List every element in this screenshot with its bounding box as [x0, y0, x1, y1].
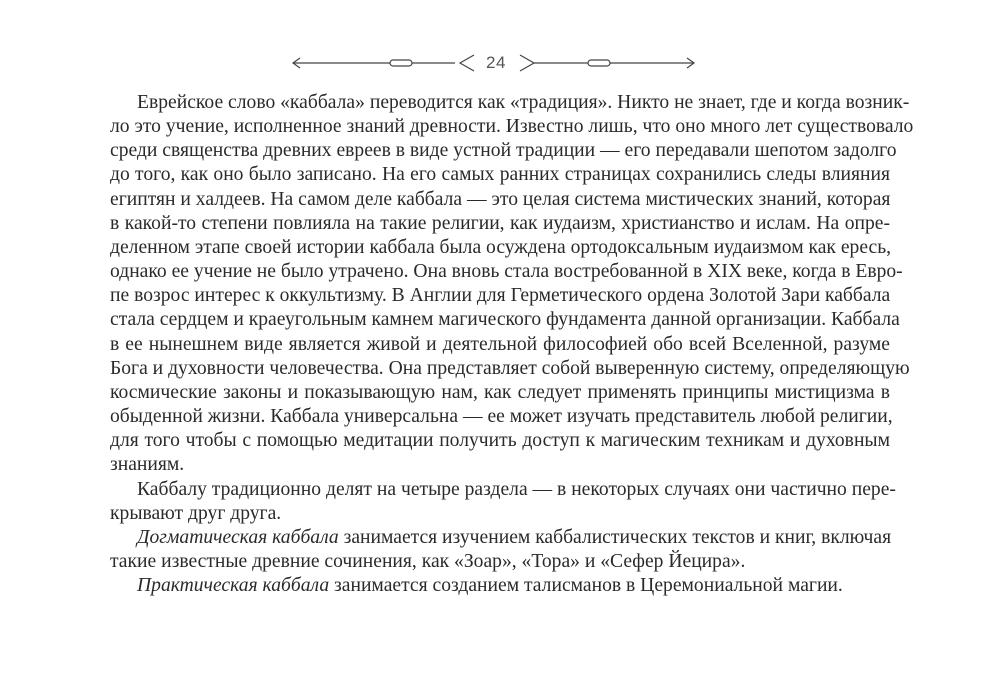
text-line: Еврейское слово «каббала» переводится как «традиция». Никто не знает, где и когда возник-	[137, 92, 910, 113]
text-line: для того чтобы с помощью медитации получить доступ к магическим техникам и духовным	[110, 430, 890, 452]
body-text	[110, 91, 914, 598]
text-line	[110, 574, 890, 598]
italic-term: Догматическая каббала	[137, 526, 339, 548]
text-line: обыденной жизни. Каббала универсальна — ее может изучать представитель любой религии,	[110, 406, 893, 428]
text-line: деленном этапе своей истории каббала была осуждена ортодоксальным иудаизмом как ересь,	[110, 236, 892, 258]
text-line: такие известные древние сочинения, как «Зоар», «Тора» и «Сефер Йецира».	[110, 550, 746, 572]
text-line: космические законы и показывающую нам, как следует применять принципы мистицизма в	[110, 381, 890, 403]
text-line: ло это учение, исполненное знаний древности. Известно лишь, что оно много лет существовало	[110, 116, 914, 138]
text-line: египтян и халдеев. На самом деле каббала — это целая система мистических знаний, которая	[110, 188, 891, 210]
text-line	[110, 526, 890, 550]
paragraph-4	[110, 574, 890, 598]
paragraph-1	[110, 91, 914, 478]
text-line: крывают друг друга.	[110, 502, 282, 524]
text-line: Бога и духовности человечества. Она представляет собой выверенную систему, определяющую	[110, 357, 910, 379]
text-line: в ее нынешнем виде является живой и деятельной философией обо всей Вселенной, разуме	[110, 333, 890, 355]
text-run: занимается созданием талисманов в Церемониальной магии.	[329, 575, 843, 597]
text-line: пе возрос интерес к оккультизму. В Англии для Герметического ордена Золотой Зари каббала	[110, 285, 891, 307]
text-line: в какой-то степени повлияла на такие религии, как иудаизм, христианство и ислам. На опре-	[110, 212, 890, 234]
right-ornament-icon	[520, 55, 694, 71]
text-line: среди священства древних евреев в виде устной традиции — его передавали шепотом задолго	[110, 140, 897, 162]
page-header	[290, 50, 702, 76]
text-line: стала сердцем и краеугольным камнем магического фундамента данной организации. Каббала	[110, 309, 900, 331]
paragraph-3	[110, 526, 890, 574]
text-line: однако ее учение не было утрачено. Она вновь стала востребованной в XIX веке, когда в Евро-	[110, 261, 903, 283]
text-run: занимается изучением каббалистических текстов и книг, включая	[338, 526, 892, 548]
paragraph-2	[110, 478, 896, 526]
text-line: Каббалу традиционно делят на четыре раздела — в некоторых случаях они частично пере-	[137, 478, 896, 500]
italic-term: Практическая каббала	[137, 575, 330, 597]
page-number: 24	[486, 53, 506, 72]
text-line: до того, как оно было записано. На его самых ранних страницах сохранились следы влияния	[110, 164, 890, 186]
left-ornament-icon	[293, 55, 474, 71]
text-line: знаниям.	[110, 454, 185, 476]
